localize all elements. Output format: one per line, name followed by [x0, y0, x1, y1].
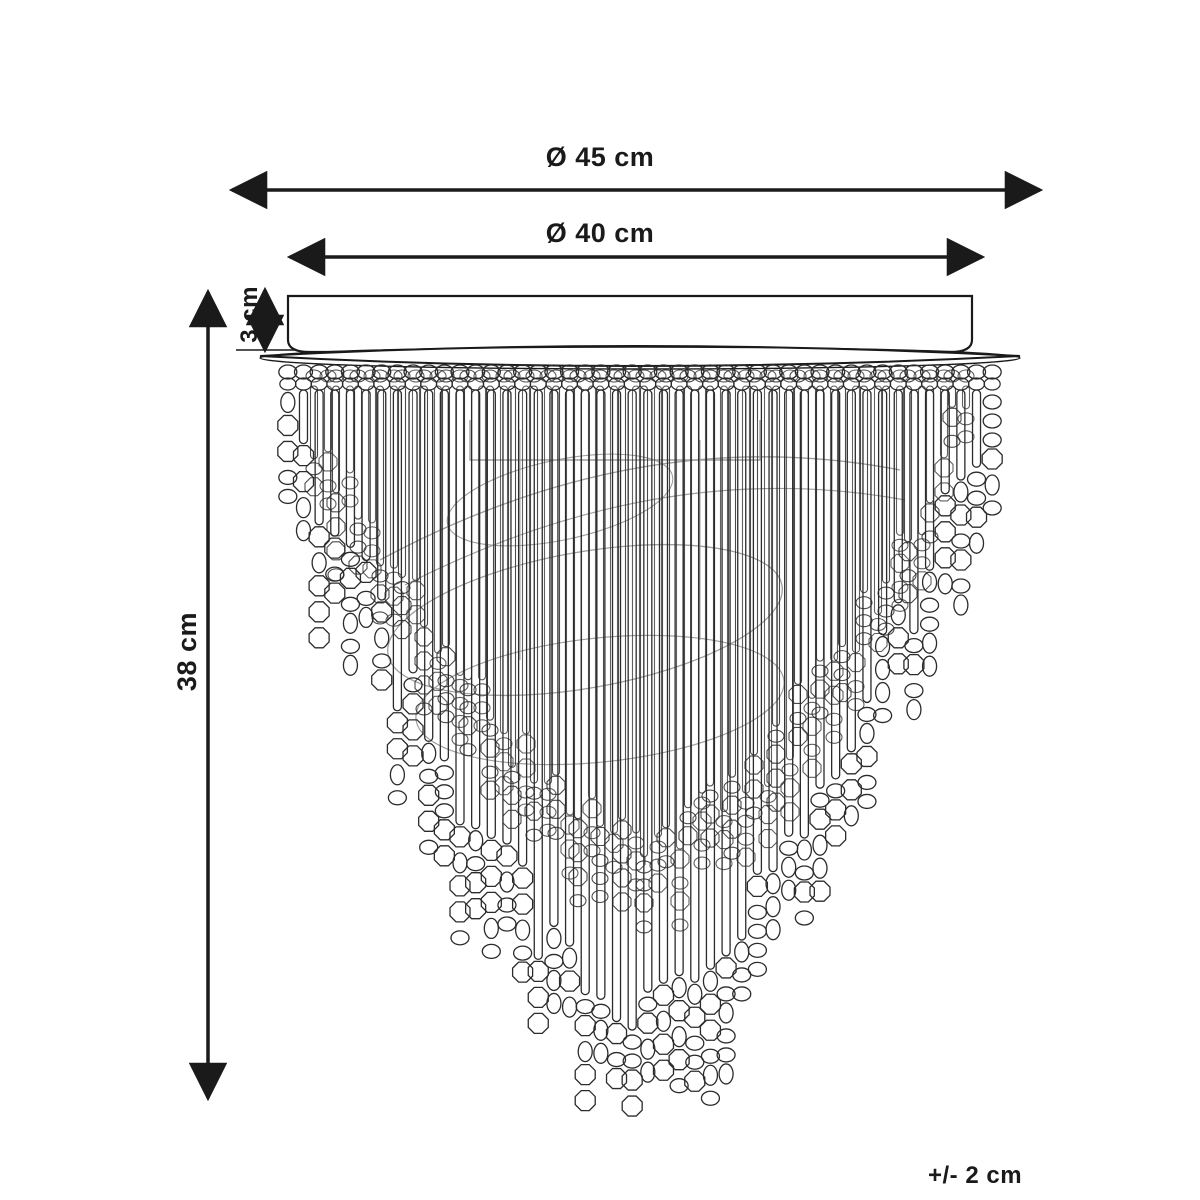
label-inner-diameter: Ø 40 cm	[545, 218, 655, 248]
label-total-height: 38 cm	[172, 612, 202, 692]
label-canopy-thickness: 3 cm	[236, 286, 263, 343]
label-tolerance: +/- 2 cm	[928, 1162, 1023, 1189]
lamp-canopy	[260, 296, 1020, 369]
label-outer-diameter: Ø 45 cm	[545, 142, 655, 172]
crystal-bead-strands	[278, 365, 1002, 1116]
